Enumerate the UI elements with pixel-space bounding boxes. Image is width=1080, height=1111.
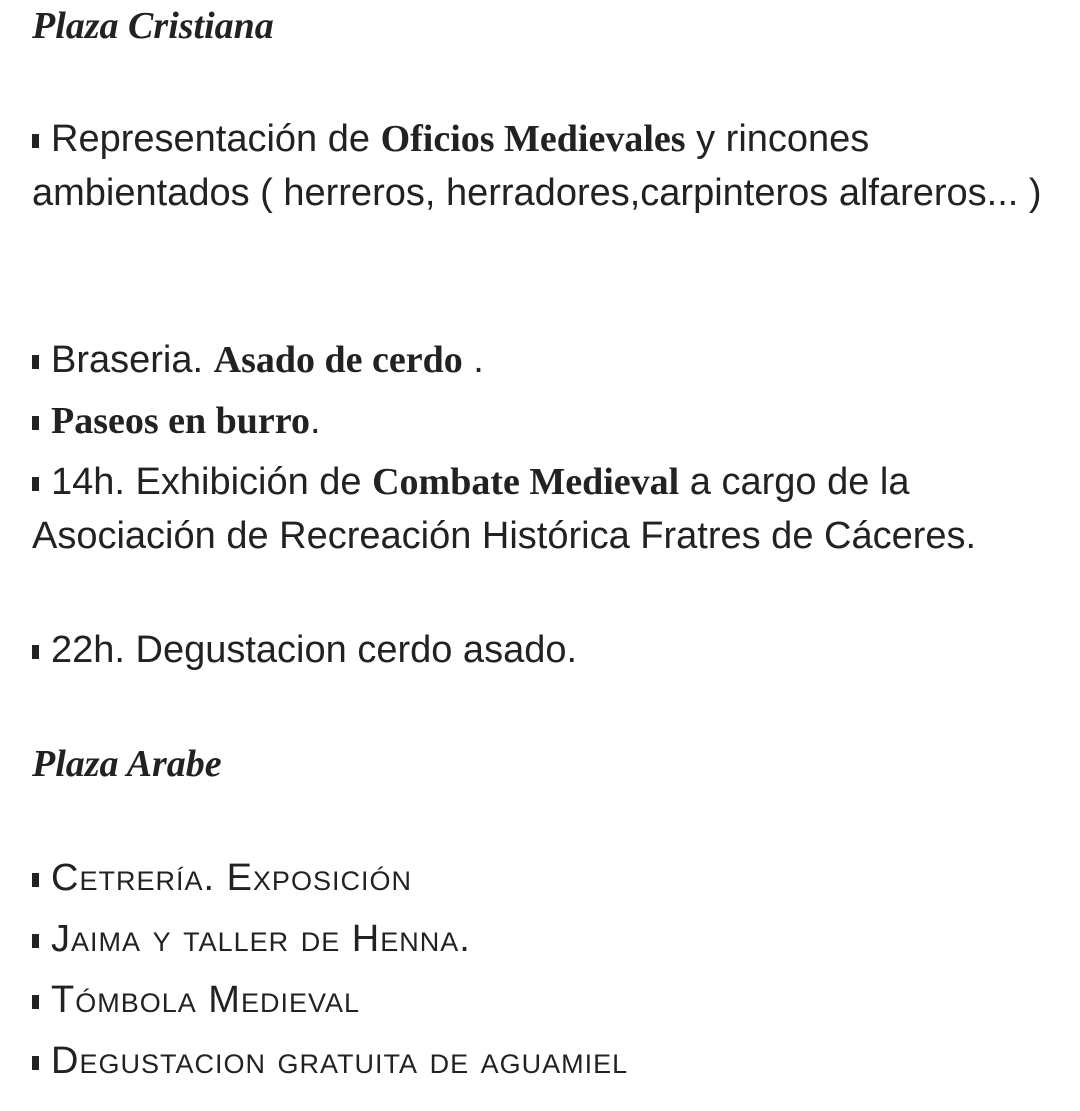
list-item-cetreria: Cetrería. Exposición [32, 851, 1052, 905]
list-item-braseria: Braseria. Asado de cerdo . [32, 333, 1052, 387]
square-bullet-icon [32, 355, 39, 369]
square-bullet-icon [32, 477, 39, 491]
square-bullet-icon [32, 1056, 39, 1070]
list-item-jaima: Jaima y taller de Henna. [32, 912, 1052, 966]
square-bullet-icon [32, 873, 39, 887]
square-bullet-icon [32, 645, 39, 659]
plaza-arabe-heading: Plaza Arabe [32, 743, 222, 785]
list-item-degustacion-cerdo: 22h. Degustacion cerdo asado. [32, 623, 1052, 677]
plaza-cristiana-heading: Plaza Cristiana [32, 5, 274, 47]
square-bullet-icon [32, 934, 39, 948]
bold-text: Combate Medieval [372, 461, 680, 503]
bold-text: Asado de cerdo [213, 339, 463, 381]
list-item-oficios-medievales: Representación de Oficios Medievales y rincones ambientados ( herreros, herradores,carpinteros alfareros... ) [32, 118, 1042, 214]
list-item-combate-medieval: 14h. Exhibición de Combate Medieval a cargo de la Asociación de Recreación Histórica Fratres de Cáceres. [32, 461, 977, 557]
square-bullet-icon [32, 995, 39, 1009]
square-bullet-icon [32, 134, 39, 148]
list-item-aguamiel: Degustacion gratuita de aguamiel [32, 1034, 1052, 1088]
bold-text: Oficios Medievales [380, 118, 686, 160]
list-item-paseos-en-burro: Paseos en burro. [32, 394, 1052, 448]
list-item-tombola: Tómbola Medieval [32, 973, 1052, 1027]
square-bullet-icon [32, 416, 39, 430]
bold-text: Paseos en burro [51, 400, 310, 442]
